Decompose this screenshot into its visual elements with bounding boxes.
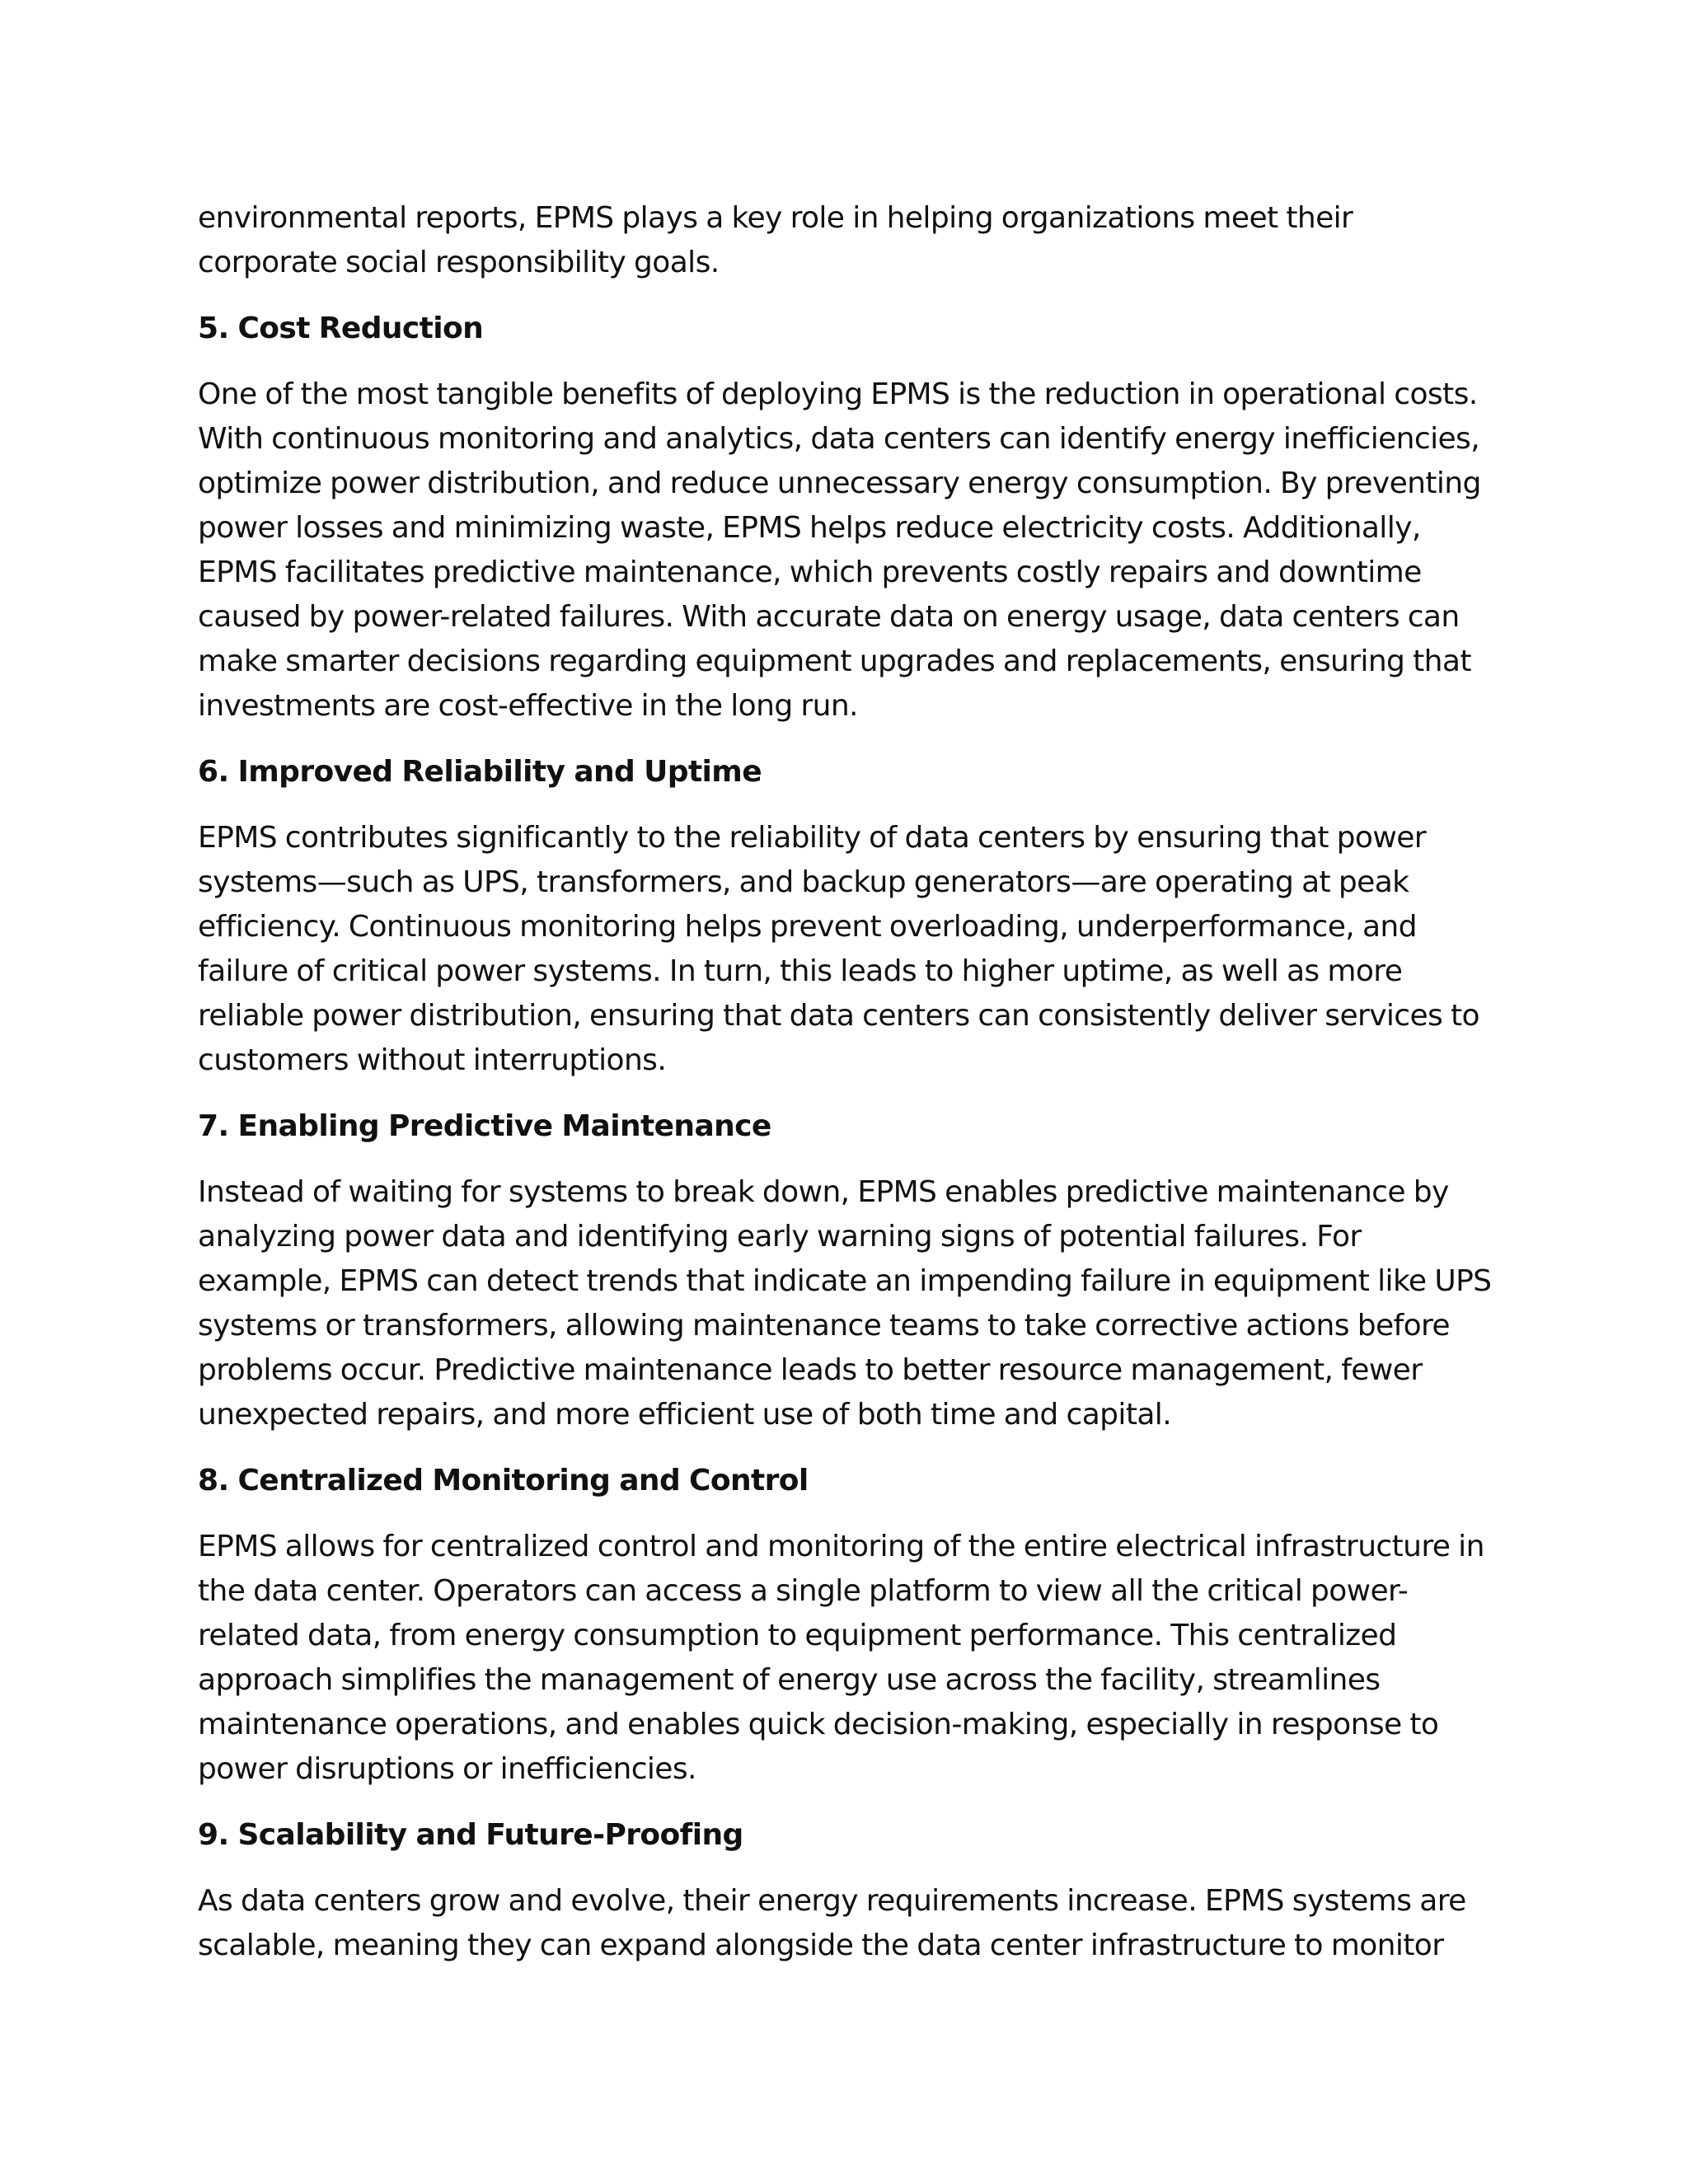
section-body-predictive-maintenance: Instead of waiting for systems to break down, EPMS enables predictive maintenance by analyzing power data and identifying early warning signs of potential failures. For example, EPMS can detect trends that indicate an impending failure in equipment like UPS systems or transformers, allowing maintenance teams to take corrective actions before problems occur. Predictive maintenance leads to better resource management, fewer unexpected repairs, and more efficient use of both time and capital.	[198, 1175, 1492, 1432]
section-heading-centralized-monitoring: 8. Centralized Monitoring and Control	[198, 1464, 809, 1497]
section-body-reliability-uptime: EPMS contributes significantly to the reliability of data centers by ensuring that power systems—such as UPS, transformers, and backup generators—are operating at peak efficiency. Continuous monitoring helps prevent overloading, underperformance, and failure of critical power systems. In turn, this leads to higher uptime, as well as more reliable power distribution, ensuring that data centers can consistently deliver services to customers without interruptions.	[198, 821, 1479, 1077]
section-body-scalability: As data centers grow and evolve, their energy requirements increase. EPMS systems are scalable, meaning they can expand alongside the data center infrastructure to monitor	[198, 1884, 1466, 1962]
section-body-cost-reduction: One of the most tangible benefits of deploying EPMS is the reduction in operational costs. With continuous monitoring and analytics, data centers can identify energy inefficiencies, optimize power distribution, and reduce unnecessary energy consumption. By preventing power losses and minimizing waste, EPMS helps reduce electricity costs. Additionally, EPMS facilitates predictive maintenance, which prevents costly repairs and downtime caused by power-related failures. With accurate data on energy usage, data centers can make smarter decisions regarding equipment upgrades and replacements, ensuring that investments are cost-effective in the long run.	[198, 377, 1481, 723]
intro-paragraph: environmental reports, EPMS plays a key role in helping organizations meet their corporate social responsibility goals.	[198, 201, 1353, 279]
section-heading-scalability: 9. Scalability and Future-Proofing	[198, 1818, 743, 1852]
section-body-centralized-monitoring: EPMS allows for centralized control and monitoring of the entire electrical infrastructure in the data center. Operators can access a single platform to view all the critical power-related data, from energy consumption to equipment performance. This centralized approach simplifies the management of energy use across the facility, streamlines maintenance operations, and enables quick decision-making, especially in response to power disruptions or inefficiencies.	[198, 1530, 1484, 1786]
section-heading-cost-reduction: 5. Cost Reduction	[198, 312, 484, 345]
document-page	[198, 196, 1492, 1990]
section-heading-predictive-maintenance: 7. Enabling Predictive Maintenance	[198, 1109, 771, 1143]
section-heading-reliability-uptime: 6. Improved Reliability and Uptime	[198, 755, 762, 789]
